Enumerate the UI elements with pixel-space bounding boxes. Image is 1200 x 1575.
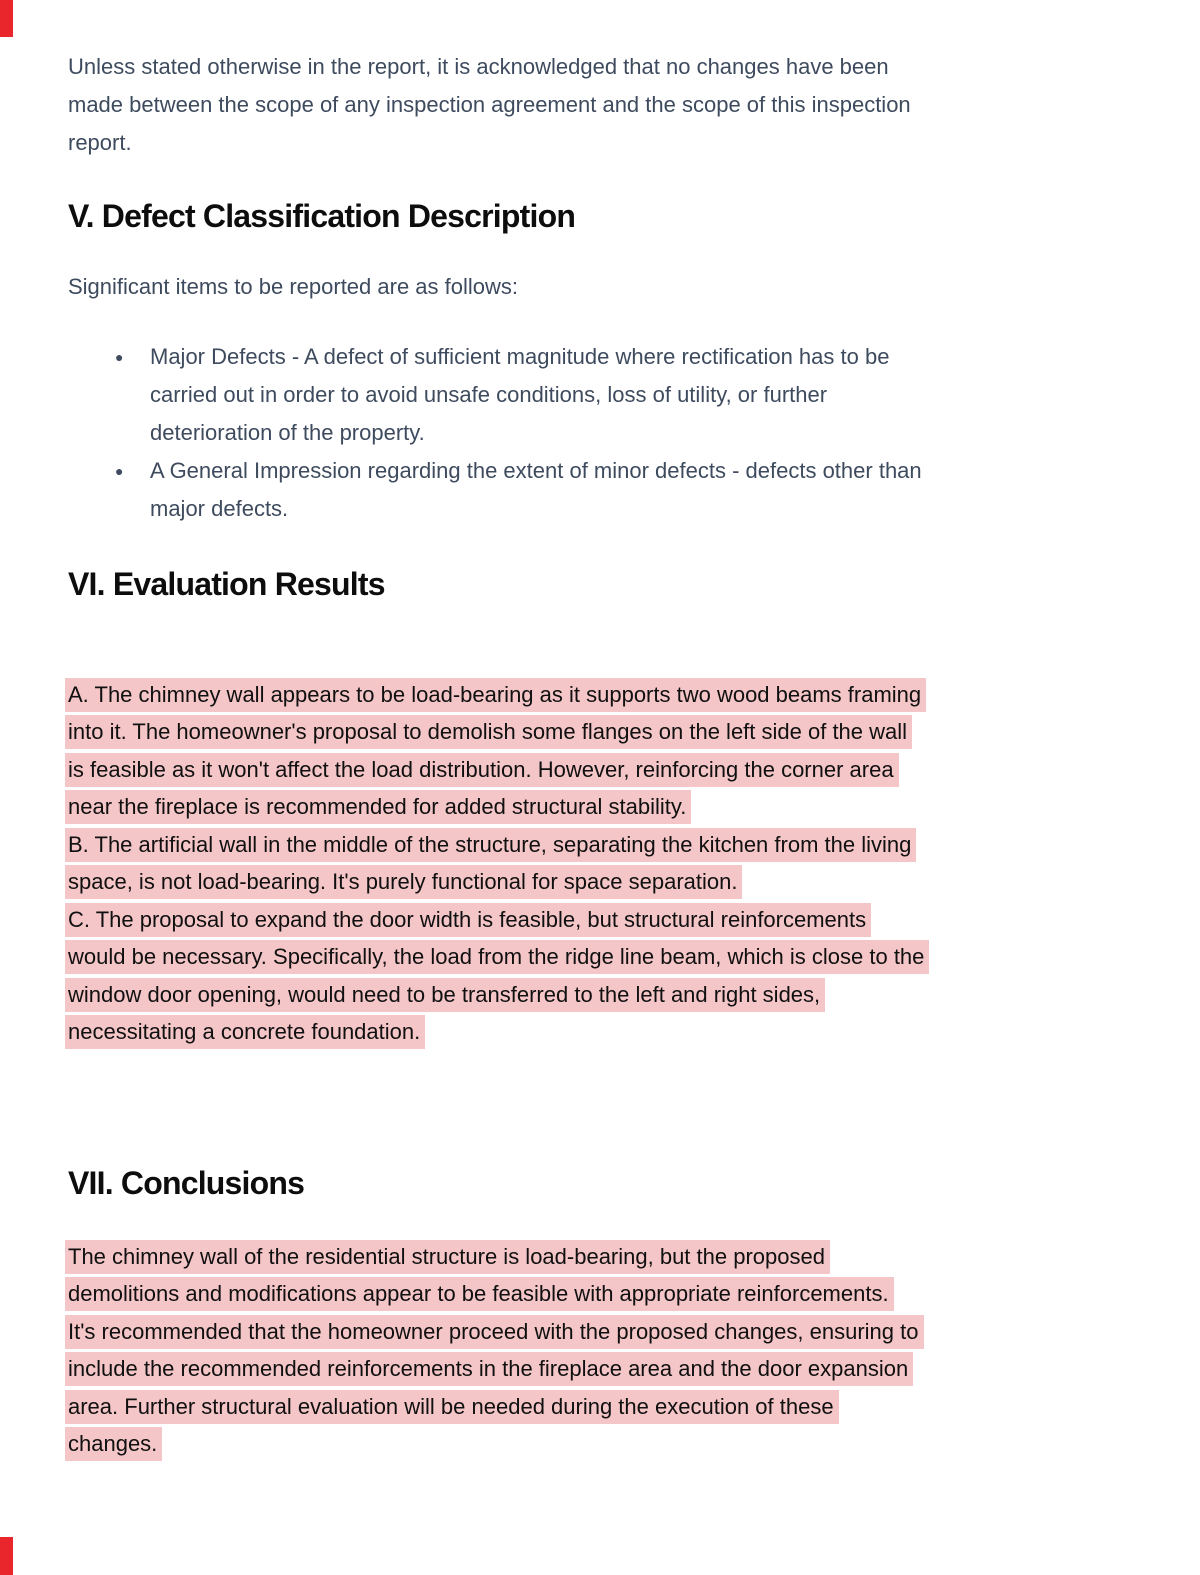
text-line xyxy=(68,714,1126,752)
evaluation-results-text xyxy=(68,676,1126,1051)
highlighted-line: necessitating a concrete foundation. xyxy=(65,1015,425,1049)
list-item xyxy=(68,452,1126,490)
intro-paragraph xyxy=(68,48,1126,162)
section-vi-heading: VI. Evaluation Results xyxy=(68,566,385,602)
text-line: Unless stated otherwise in the report, it is acknowledged that no changes have been xyxy=(68,54,889,79)
highlighted-line: C. The proposal to expand the door width is feasible, but structural reinforcements xyxy=(65,903,871,937)
conclusions-text xyxy=(68,1238,1126,1463)
highlighted-line: demolitions and modifications appear to be feasible with appropriate reinforcements. xyxy=(65,1277,894,1311)
text-line: made between the scope of any inspection agreement and the scope of this inspection xyxy=(68,92,911,117)
section-v-lead-paragraph xyxy=(68,268,1126,306)
highlighted-line: near the fireplace is recommended for added structural stability. xyxy=(65,790,691,824)
highlighted-line: include the recommended reinforcements in the fireplace area and the door expansion xyxy=(65,1352,913,1386)
text-line: Major Defects - A defect of sufficient magnitude where rectification has to be xyxy=(150,344,890,369)
section-vii-heading: VII. Conclusions xyxy=(68,1165,305,1201)
text-line: deterioration of the property. xyxy=(150,420,425,445)
bullet-icon: ● xyxy=(115,349,124,365)
highlighted-line: would be necessary. Specifically, the load from the ridge line beam, which is close to the xyxy=(65,940,929,974)
highlighted-line: window door opening, would need to be transferred to the left and right sides, xyxy=(65,978,825,1012)
text-line xyxy=(68,676,1126,714)
text-line: Significant items to be reported are as follows: xyxy=(68,274,519,299)
text-line xyxy=(68,751,1126,789)
text-line xyxy=(68,1351,1126,1389)
text-line: carried out in order to avoid unsafe conditions, loss of utility, or further xyxy=(150,382,828,407)
text-line xyxy=(68,939,1126,977)
highlighted-line: space, is not load-bearing. It's purely functional for space separation. xyxy=(65,865,742,899)
highlighted-line: B. The artificial wall in the middle of the structure, separating the kitchen from the living xyxy=(65,828,916,862)
text-line xyxy=(68,1388,1126,1426)
text-line: A General Impression regarding the extent of minor defects - defects other than xyxy=(150,458,922,483)
text-line xyxy=(68,1014,1126,1052)
text-line xyxy=(68,789,1126,827)
red-edge-marker-top-left xyxy=(0,0,13,37)
text-line xyxy=(68,1276,1126,1314)
highlighted-line: changes. xyxy=(65,1427,162,1461)
text-line xyxy=(68,976,1126,1014)
text-line: major defects. xyxy=(150,496,289,521)
highlighted-line: area. Further structural evaluation will be needed during the execution of these xyxy=(65,1390,839,1424)
section-v-heading: V. Defect Classification Description xyxy=(68,198,576,234)
highlighted-line: is feasible as it won't affect the load distribution. However, reinforcing the corner area xyxy=(65,753,899,787)
bullet-icon: ● xyxy=(115,463,124,479)
highlighted-line: It's recommended that the homeowner proceed with the proposed changes, ensuring to xyxy=(65,1315,924,1349)
defect-bullet-list xyxy=(68,338,1126,528)
text-line xyxy=(68,901,1126,939)
text-line xyxy=(68,864,1126,902)
list-item xyxy=(68,338,1126,376)
report-content xyxy=(68,0,1126,1463)
text-line xyxy=(68,1313,1126,1351)
text-line xyxy=(68,1426,1126,1464)
text-line: report. xyxy=(68,130,132,155)
text-line xyxy=(68,826,1126,864)
highlighted-line: into it. The homeowner's proposal to demolish some flanges on the left side of the wall xyxy=(65,715,912,749)
highlighted-line: A. The chimney wall appears to be load-bearing as it supports two wood beams framing xyxy=(65,678,926,712)
text-line xyxy=(68,1238,1126,1276)
highlighted-line: The chimney wall of the residential structure is load-bearing, but the proposed xyxy=(65,1240,830,1274)
red-edge-marker-bottom-left xyxy=(0,1537,13,1575)
